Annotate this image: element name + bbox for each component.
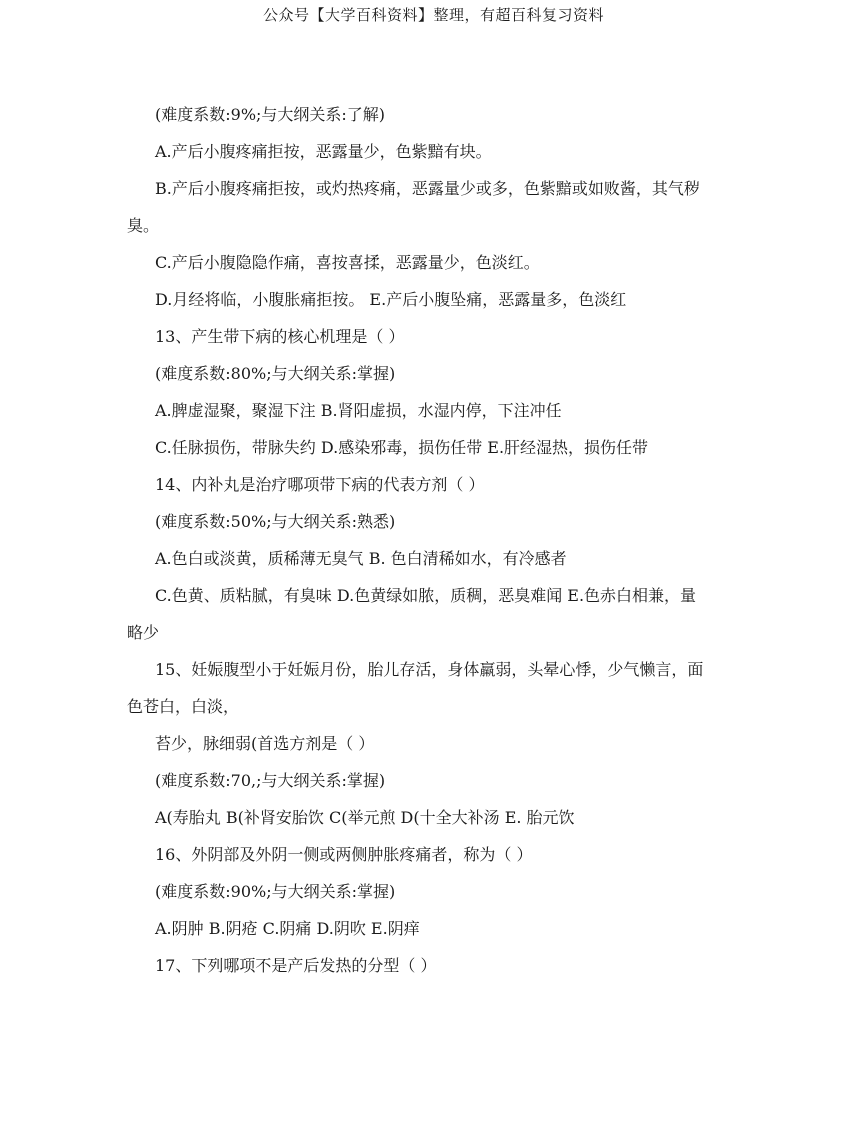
question-15: 15、妊娠腹型小于妊娠月份，胎儿存活，身体羸弱，头晕心悸，少气懒言，面 bbox=[155, 660, 704, 679]
difficulty-note: (难度系数:9%;与大纲关系:了解) bbox=[155, 105, 386, 124]
option-line-wrap: 臭。 bbox=[127, 216, 160, 235]
question-15-cont: 苔少，脉细弱(首选方剂是（ ） bbox=[155, 734, 375, 753]
option-line: C.产后小腹隐隐作痛，喜按喜揉，恶露量少，色淡红。 bbox=[155, 253, 540, 272]
option-line: A.脾虚湿聚，聚湿下注 B.肾阳虚损，水湿内停，下注冲任 bbox=[155, 401, 562, 420]
option-line: D.月经将临，小腹胀痛拒按。 E.产后小腹坠痛，恶露量多，色淡红 bbox=[155, 290, 627, 309]
question-17: 17、下列哪项不是产后发热的分型（ ） bbox=[155, 956, 437, 975]
option-line: B.产后小腹疼痛拒按，或灼热疼痛，恶露量少或多，色紫黯或如败酱，其气秽 bbox=[155, 179, 700, 198]
option-line-wrap: 略少 bbox=[127, 623, 160, 642]
page-header: 公众号【大学百科资料】整理，有超百科复习资料 bbox=[262, 6, 604, 24]
question-14: 14、内补丸是治疗哪项带下病的代表方剂（ ） bbox=[155, 475, 485, 494]
option-line: C.任脉损伤，带脉失约 D.感染邪毒，损伤任带 E.肝经湿热，损伤任带 bbox=[155, 438, 649, 457]
option-line: A.阴肿 B.阴疮 C.阴痛 D.阴吹 E.阴痒 bbox=[155, 919, 420, 938]
difficulty-note: (难度系数:80%;与大纲关系:掌握) bbox=[155, 364, 396, 383]
difficulty-note: (难度系数:90%;与大纲关系:掌握) bbox=[155, 882, 396, 901]
question-16: 16、外阴部及外阴一侧或两侧肿胀疼痛者，称为（ ） bbox=[155, 845, 533, 864]
option-line: A(寿胎丸 B(补肾安胎饮 C(举元煎 D(十全大补汤 E. 胎元饮 bbox=[155, 808, 575, 827]
question-13: 13、产生带下病的核心机理是（ ） bbox=[155, 327, 405, 346]
question-15-wrap: 色苍白，白淡， bbox=[127, 697, 240, 716]
option-line: A.色白或淡黄，质稀薄无臭气 B. 色白清稀如水，有冷感者 bbox=[155, 549, 567, 568]
difficulty-note: (难度系数:70,;与大纲关系:掌握) bbox=[155, 771, 386, 790]
difficulty-note: (难度系数:50%;与大纲关系:熟悉) bbox=[155, 512, 396, 531]
option-line: A.产后小腹疼痛拒按，恶露量少，色紫黯有块。 bbox=[155, 142, 492, 161]
option-line: C.色黄、质粘腻，有臭味 D.色黄绿如脓，质稠，恶臭难闻 E.色赤白相兼，量 bbox=[155, 586, 697, 605]
